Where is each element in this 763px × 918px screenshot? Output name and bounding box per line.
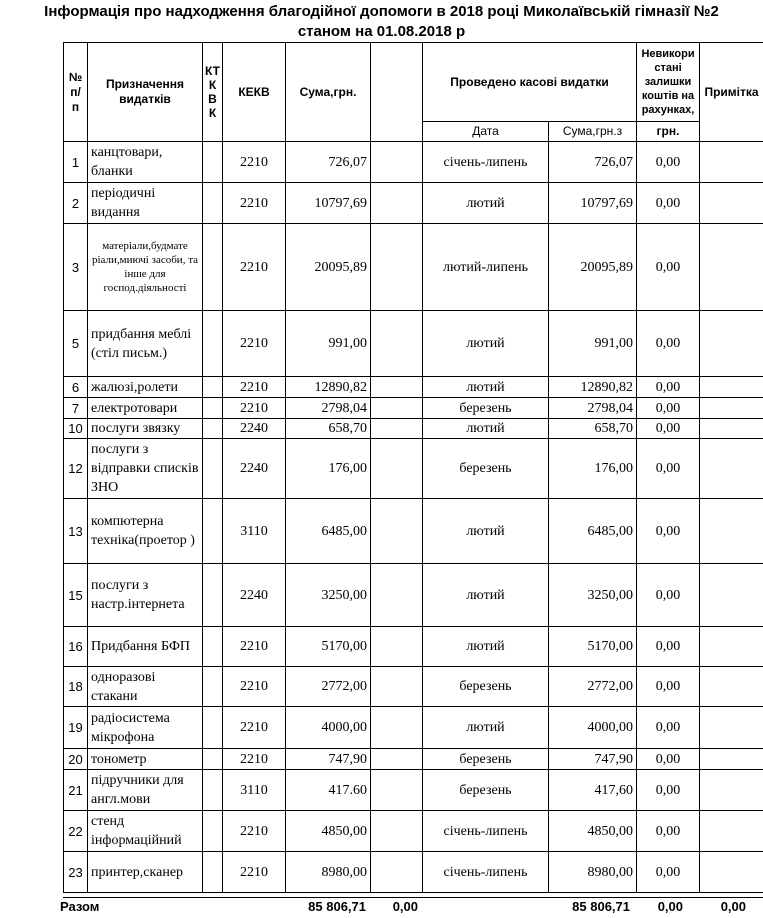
header-note: Примітка	[700, 43, 763, 142]
row-kekv: 2210	[223, 707, 286, 749]
header-sum-spent: Сума,грн.з	[549, 122, 637, 142]
donations-table	[63, 42, 763, 893]
row-num: 19	[64, 707, 88, 749]
row-purpose: жалюзі,ролети	[88, 377, 203, 398]
row-kekv: 2210	[223, 311, 286, 377]
row-spent: 3250,00	[549, 564, 637, 627]
row-ktkvk	[203, 224, 223, 311]
row-num: 5	[64, 311, 88, 377]
table-row	[64, 398, 763, 419]
row-purpose: принтер,сканер	[88, 852, 203, 893]
row-ktkvk	[203, 142, 223, 183]
row-kekv: 2210	[223, 749, 286, 770]
table-row	[64, 377, 763, 398]
row-sum: 991,00	[286, 311, 371, 377]
row-rest: 0,00	[637, 852, 700, 893]
row-rest: 0,00	[637, 811, 700, 852]
row-note	[700, 224, 763, 311]
row-empty	[371, 499, 423, 564]
row-kekv: 2210	[223, 183, 286, 224]
row-note	[700, 749, 763, 770]
row-ktkvk	[203, 499, 223, 564]
row-date: січень-липень	[423, 142, 549, 183]
row-rest: 0,00	[637, 499, 700, 564]
row-num: 13	[64, 499, 88, 564]
row-note	[700, 499, 763, 564]
header-num: № п/п	[64, 43, 88, 142]
row-purpose: канцтовари, бланки	[88, 142, 203, 183]
row-sum: 3250,00	[286, 564, 371, 627]
row-kekv: 3110	[223, 770, 286, 811]
row-date: лютий	[423, 419, 549, 439]
row-rest: 0,00	[637, 311, 700, 377]
row-spent: 4850,00	[549, 811, 637, 852]
row-kekv: 2210	[223, 142, 286, 183]
row-spent: 2798,04	[549, 398, 637, 419]
row-sum: 176,00	[286, 439, 371, 499]
total-rest: 0,00	[657, 899, 683, 914]
total-extra: 0,00	[392, 899, 418, 914]
row-empty	[371, 749, 423, 770]
row-empty	[371, 377, 423, 398]
row-ktkvk	[203, 564, 223, 627]
row-empty	[371, 439, 423, 499]
row-note	[700, 811, 763, 852]
row-date: березень	[423, 667, 549, 707]
row-kekv: 2210	[223, 377, 286, 398]
row-kekv: 2210	[223, 224, 286, 311]
row-kekv: 2210	[223, 398, 286, 419]
header-sum: Сума,грн.	[286, 43, 371, 142]
row-purpose: Придбання БФП	[88, 627, 203, 667]
table-row	[64, 707, 763, 749]
row-sum: 2798,04	[286, 398, 371, 419]
row-date: березень	[423, 398, 549, 419]
header-unused: Невикори стані залишки коштів на рахунках,	[637, 43, 700, 122]
row-rest: 0,00	[637, 398, 700, 419]
row-empty	[371, 311, 423, 377]
row-spent: 6485,00	[549, 499, 637, 564]
row-sum: 8980,00	[286, 852, 371, 893]
header-ktkvk: КТ К В К	[203, 43, 223, 142]
row-note	[700, 564, 763, 627]
row-num: 20	[64, 749, 88, 770]
table-row	[64, 311, 763, 377]
row-empty	[371, 419, 423, 439]
row-rest: 0,00	[637, 749, 700, 770]
row-kekv: 2210	[223, 852, 286, 893]
row-date: березень	[423, 749, 549, 770]
row-purpose: підручники для англ.мови	[88, 770, 203, 811]
header-date: Дата	[423, 122, 549, 142]
row-date: березень	[423, 439, 549, 499]
row-ktkvk	[203, 707, 223, 749]
row-purpose: електротовари	[88, 398, 203, 419]
row-date: лютий	[423, 499, 549, 564]
row-purpose: періодичні видання	[88, 183, 203, 224]
row-num: 6	[64, 377, 88, 398]
row-num: 15	[64, 564, 88, 627]
row-spent: 5170,00	[549, 627, 637, 667]
row-sum: 6485,00	[286, 499, 371, 564]
row-spent: 658,70	[549, 419, 637, 439]
table-row	[64, 627, 763, 667]
row-ktkvk	[203, 852, 223, 893]
row-empty	[371, 707, 423, 749]
header-kekv: КЕКВ	[223, 43, 286, 142]
row-note	[700, 419, 763, 439]
row-date: січень-липень	[423, 811, 549, 852]
row-sum: 658,70	[286, 419, 371, 439]
table-row	[64, 224, 763, 311]
row-rest: 0,00	[637, 667, 700, 707]
row-rest: 0,00	[637, 564, 700, 627]
row-ktkvk	[203, 398, 223, 419]
row-date: лютий	[423, 707, 549, 749]
row-kekv: 2210	[223, 627, 286, 667]
row-kekv: 2240	[223, 439, 286, 499]
row-purpose: послуги звязку	[88, 419, 203, 439]
row-purpose: стенд інформаційний	[88, 811, 203, 852]
header-purpose: Призначення видатків	[88, 43, 203, 142]
row-purpose: матеріали,будмате ріали,миючі засоби, та інше для господ.діяльності	[88, 224, 203, 311]
row-ktkvk	[203, 311, 223, 377]
row-spent: 12890,82	[549, 377, 637, 398]
row-spent: 8980,00	[549, 852, 637, 893]
row-note	[700, 707, 763, 749]
row-sum: 4000,00	[286, 707, 371, 749]
table-row	[64, 142, 763, 183]
row-ktkvk	[203, 419, 223, 439]
table-row	[64, 439, 763, 499]
row-num: 16	[64, 627, 88, 667]
row-rest: 0,00	[637, 770, 700, 811]
row-purpose: одноразові стакани	[88, 667, 203, 707]
row-sum: 20095,89	[286, 224, 371, 311]
row-rest: 0,00	[637, 377, 700, 398]
row-purpose: послуги з настр.інтернета	[88, 564, 203, 627]
row-sum: 2772,00	[286, 667, 371, 707]
row-ktkvk	[203, 749, 223, 770]
row-sum: 417.60	[286, 770, 371, 811]
row-kekv: 2210	[223, 811, 286, 852]
header-spent: Проведено касові видатки	[423, 43, 637, 122]
row-rest: 0,00	[637, 142, 700, 183]
row-purpose: тонометр	[88, 749, 203, 770]
row-sum: 726,07	[286, 142, 371, 183]
row-empty	[371, 627, 423, 667]
total-row	[0, 897, 763, 918]
row-spent: 20095,89	[549, 224, 637, 311]
row-purpose: придбання меблі (стіл письм.)	[88, 311, 203, 377]
table-row	[64, 811, 763, 852]
row-ktkvk	[203, 439, 223, 499]
table-row	[64, 564, 763, 627]
row-note	[700, 398, 763, 419]
row-spent: 176,00	[549, 439, 637, 499]
total-label: Разом	[60, 899, 100, 914]
row-num: 2	[64, 183, 88, 224]
row-spent: 4000,00	[549, 707, 637, 749]
row-rest: 0,00	[637, 707, 700, 749]
row-date: лютий-липень	[423, 224, 549, 311]
row-num: 21	[64, 770, 88, 811]
row-num: 18	[64, 667, 88, 707]
header-unused-unit: грн.	[637, 122, 700, 142]
row-purpose: радіосистема мікрофона	[88, 707, 203, 749]
row-empty	[371, 811, 423, 852]
row-sum: 12890,82	[286, 377, 371, 398]
row-empty	[371, 398, 423, 419]
row-rest: 0,00	[637, 627, 700, 667]
table-row	[64, 667, 763, 707]
row-ktkvk	[203, 377, 223, 398]
row-note	[700, 311, 763, 377]
report-title: Інформація про надходження благодійної допомоги в 2018 році Миколаївській гімназії №2	[44, 3, 719, 20]
row-ktkvk	[203, 627, 223, 667]
row-num: 23	[64, 852, 88, 893]
row-spent: 2772,00	[549, 667, 637, 707]
row-purpose: послуги з відправки списків ЗНО	[88, 439, 203, 499]
row-date: січень-липень	[423, 852, 549, 893]
table-row	[64, 183, 763, 224]
row-empty	[371, 770, 423, 811]
row-kekv: 3110	[223, 499, 286, 564]
row-empty	[371, 564, 423, 627]
row-note	[700, 770, 763, 811]
row-note	[700, 377, 763, 398]
row-kekv: 2240	[223, 564, 286, 627]
row-spent: 10797,69	[549, 183, 637, 224]
row-sum: 10797,69	[286, 183, 371, 224]
row-empty	[371, 852, 423, 893]
row-empty	[371, 142, 423, 183]
row-note	[700, 852, 763, 893]
row-spent: 417,60	[549, 770, 637, 811]
report-subtitle: станом на 01.08.2018 р	[297, 23, 466, 40]
header-empty	[371, 43, 423, 142]
total-spent: 85 806,71	[572, 899, 630, 914]
table-row	[64, 419, 763, 439]
row-purpose: компютерна техніка(проетор )	[88, 499, 203, 564]
row-rest: 0,00	[637, 419, 700, 439]
row-date: березень	[423, 770, 549, 811]
row-sum: 747,90	[286, 749, 371, 770]
row-date: лютий	[423, 627, 549, 667]
row-ktkvk	[203, 811, 223, 852]
row-rest: 0,00	[637, 224, 700, 311]
row-spent: 726,07	[549, 142, 637, 183]
row-date: лютий	[423, 564, 549, 627]
table-row	[64, 749, 763, 770]
row-empty	[371, 667, 423, 707]
table-row	[64, 770, 763, 811]
row-date: лютий	[423, 183, 549, 224]
row-num: 12	[64, 439, 88, 499]
row-empty	[371, 183, 423, 224]
row-num: 1	[64, 142, 88, 183]
row-num: 7	[64, 398, 88, 419]
row-spent: 747,90	[549, 749, 637, 770]
row-note	[700, 439, 763, 499]
row-sum: 4850,00	[286, 811, 371, 852]
row-ktkvk	[203, 770, 223, 811]
row-ktkvk	[203, 667, 223, 707]
row-note	[700, 667, 763, 707]
total-sum: 85 806,71	[308, 899, 366, 914]
row-kekv: 2240	[223, 419, 286, 439]
row-note	[700, 627, 763, 667]
row-num: 22	[64, 811, 88, 852]
table-row	[64, 499, 763, 564]
row-sum: 5170,00	[286, 627, 371, 667]
row-date: лютий	[423, 311, 549, 377]
row-date: лютий	[423, 377, 549, 398]
row-empty	[371, 224, 423, 311]
row-num: 3	[64, 224, 88, 311]
row-note	[700, 183, 763, 224]
row-num: 10	[64, 419, 88, 439]
row-rest: 0,00	[637, 439, 700, 499]
total-note: 0,00	[720, 899, 746, 914]
table-row	[64, 852, 763, 893]
row-note	[700, 142, 763, 183]
row-spent: 991,00	[549, 311, 637, 377]
row-ktkvk	[203, 183, 223, 224]
row-rest: 0,00	[637, 183, 700, 224]
row-kekv: 2210	[223, 667, 286, 707]
